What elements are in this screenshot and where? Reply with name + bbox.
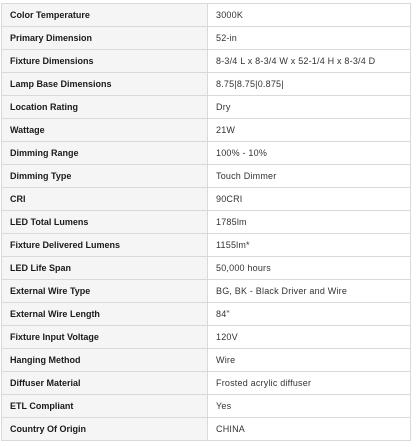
spec-row-country-of-origin (2, 418, 411, 441)
spec-row-dimming-type (2, 165, 411, 188)
spec-value: 1155lm* (208, 234, 411, 257)
spec-label: External Wire Length (2, 303, 208, 326)
spec-value: 50,000 hours (208, 257, 411, 280)
spec-label: Dimming Range (2, 142, 208, 165)
spec-value: 120V (208, 326, 411, 349)
spec-row-external-wire-type (2, 280, 411, 303)
spec-row-fixture-dimensions (2, 50, 411, 73)
spec-row-cri (2, 188, 411, 211)
spec-label: External Wire Type (2, 280, 208, 303)
spec-value: CHINA (208, 418, 411, 441)
spec-row-external-wire-length (2, 303, 411, 326)
spec-value: Dry (208, 96, 411, 119)
spec-value: 1785lm (208, 211, 411, 234)
spec-label: LED Total Lumens (2, 211, 208, 234)
spec-row-primary-dimension (2, 27, 411, 50)
spec-label: Fixture Delivered Lumens (2, 234, 208, 257)
spec-row-led-total-lumens (2, 211, 411, 234)
spec-label: CRI (2, 188, 208, 211)
specifications-table (1, 3, 411, 441)
spec-row-color-temperature (2, 4, 411, 27)
spec-value: Frosted acrylic diffuser (208, 372, 411, 395)
spec-value: 90CRI (208, 188, 411, 211)
specifications-body (2, 4, 411, 441)
spec-value: 8-3/4 L x 8-3/4 W x 52-1/4 H x 8-3/4 D (208, 50, 411, 73)
spec-value: 8.75|8.75|0.875| (208, 73, 411, 96)
spec-row-diffuser-material (2, 372, 411, 395)
spec-label: Color Temperature (2, 4, 208, 27)
spec-value: 21W (208, 119, 411, 142)
spec-label: Lamp Base Dimensions (2, 73, 208, 96)
spec-value: Touch Dimmer (208, 165, 411, 188)
spec-value: 100% - 10% (208, 142, 411, 165)
spec-row-fixture-input-voltage (2, 326, 411, 349)
spec-value: Wire (208, 349, 411, 372)
spec-value: 84" (208, 303, 411, 326)
spec-label: Dimming Type (2, 165, 208, 188)
spec-label: Country Of Origin (2, 418, 208, 441)
spec-row-fixture-delivered-lumens (2, 234, 411, 257)
spec-label: LED Life Span (2, 257, 208, 280)
spec-row-dimming-range (2, 142, 411, 165)
spec-value: 3000K (208, 4, 411, 27)
spec-row-lamp-base-dimensions (2, 73, 411, 96)
spec-value: 52-in (208, 27, 411, 50)
spec-row-hanging-method (2, 349, 411, 372)
spec-row-wattage (2, 119, 411, 142)
spec-label: Diffuser Material (2, 372, 208, 395)
spec-label: Primary Dimension (2, 27, 208, 50)
spec-label: Fixture Input Voltage (2, 326, 208, 349)
spec-value: Yes (208, 395, 411, 418)
spec-value: BG, BK - Black Driver and Wire (208, 280, 411, 303)
spec-label: Location Rating (2, 96, 208, 119)
spec-row-location-rating (2, 96, 411, 119)
spec-label: Wattage (2, 119, 208, 142)
spec-label: Hanging Method (2, 349, 208, 372)
spec-row-etl-compliant (2, 395, 411, 418)
spec-label: ETL Compliant (2, 395, 208, 418)
spec-row-led-life-span (2, 257, 411, 280)
spec-label: Fixture Dimensions (2, 50, 208, 73)
